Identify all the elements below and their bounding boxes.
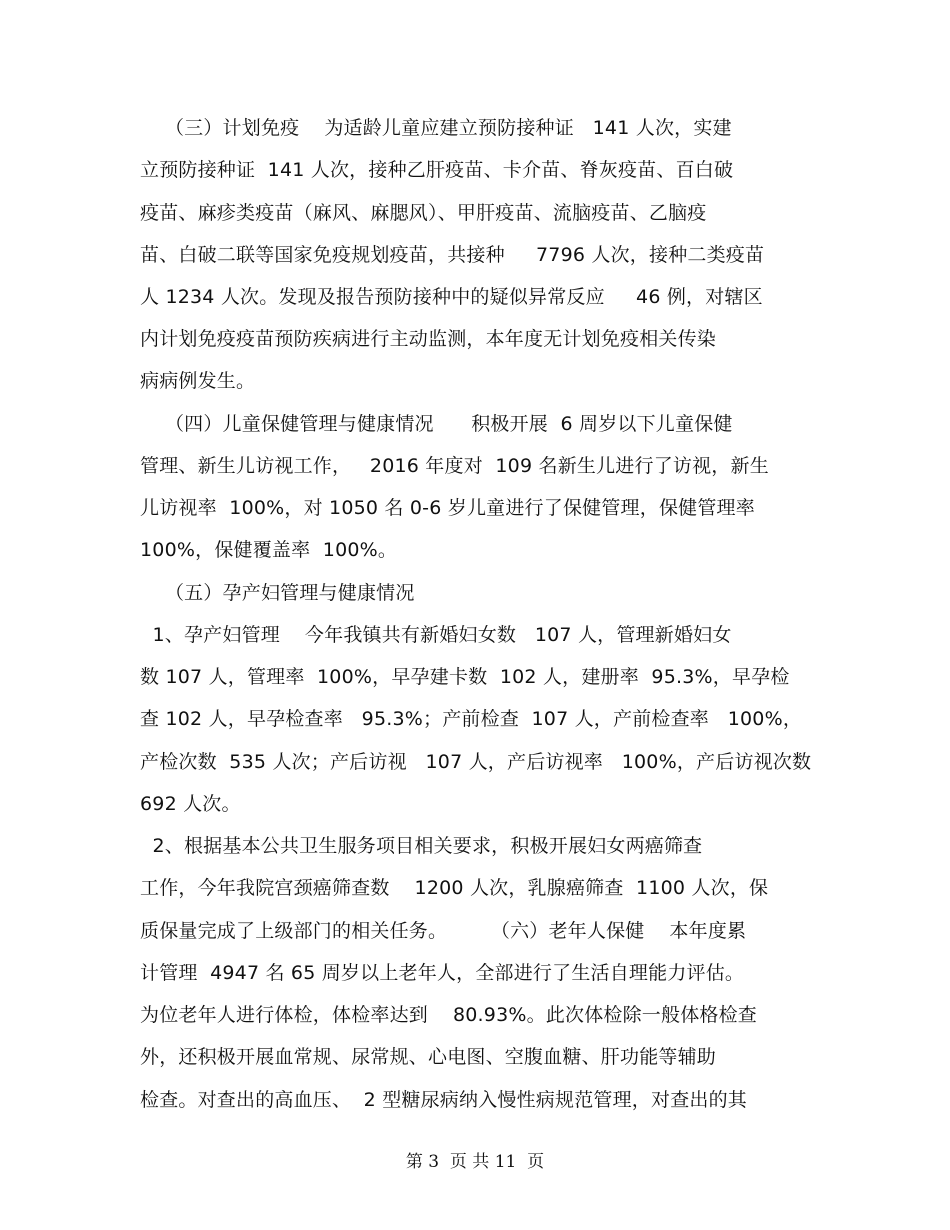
text-line: 检查。对查出的高血压、 2 型糖尿病纳入慢性病规范管理，对查出的其 bbox=[140, 1089, 748, 1111]
text-line: 2、根据基本公共卫生服务项目相关要求，积极开展妇女两癌筛查 bbox=[140, 835, 703, 857]
text-line: （四）儿童保健管理与健康情况 积极开展 6 周岁以下儿童保健 bbox=[140, 413, 733, 435]
text-line: 查 102 人，早孕检查率 95.3%；产前检查 107 人，产前检查率 100%， bbox=[140, 708, 803, 730]
text-line: 立预防接种证 141 人次，接种乙肝疫苗、卡介苗、脊灰疫苗、百白破 bbox=[140, 159, 734, 181]
text-line: 为位老年人进行体检，体检率达到 80.93%。此次体检除一般体格检查 bbox=[140, 1004, 758, 1026]
page-number-footer: 第 3 页 共 11 页 bbox=[405, 1152, 545, 1172]
text-line: 数 107 人，管理率 100%，早孕建卡数 102 人，建册率 95.3%，早孕检 bbox=[140, 666, 790, 688]
text-line: （三）计划免疫 为适龄儿童应建立预防接种证 141 人次，实建 bbox=[140, 117, 732, 139]
text-line: 1、孕产妇管理 今年我镇共有新婚妇女数 107 人，管理新婚妇女 bbox=[140, 624, 732, 646]
text-line: （五）孕产妇管理与健康情况 bbox=[140, 582, 415, 604]
text-line: 人 1234 人次。发现及报告预防接种中的疑似异常反应 46 例，对辖区 bbox=[140, 286, 763, 308]
text-line: 计管理 4947 名 65 周岁以上老年人，全部进行了生活自理能力评估。 bbox=[140, 962, 745, 984]
text-line: 692 人次。 bbox=[140, 793, 241, 815]
text-line: 100%，保健覆盖率 100%。 bbox=[140, 539, 398, 561]
text-line: 内计划免疫疫苗预防疾病进行主动监测，本年度无计划免疫相关传染 bbox=[140, 328, 717, 350]
text-line: 质保量完成了上级部门的相关任务。 （六）老年人保健 本年度累 bbox=[140, 920, 747, 942]
text-line: 病病例发生。 bbox=[140, 370, 256, 392]
text-line: 苗、白破二联等国家免疫规划疫苗，共接种 7796 人次，接种二类疫苗 bbox=[140, 244, 765, 266]
text-line: 疫苗、麻疹类疫苗（麻风、麻腮风）、甲肝疫苗、流脑疫苗、乙脑疫 bbox=[140, 202, 707, 224]
text-line: 工作，今年我院宫颈癌筛查数 1200 人次，乳腺癌筛查 1100 人次，保 bbox=[140, 877, 769, 899]
text-line: 儿访视率 100%，对 1050 名 0-6 岁儿童进行了保健管理，保健管理率 bbox=[140, 497, 755, 519]
text-line: 外，还积极开展血常规、尿常规、心电图、空腹血糖、肝功能等辅助 bbox=[140, 1046, 717, 1068]
text-line: 管理、新生儿访视工作， 2016 年度对 109 名新生儿进行了访视，新生 bbox=[140, 455, 769, 477]
text-line: 产检次数 535 人次；产后访视 107 人，产后访视率 100%，产后访视次数 bbox=[140, 751, 812, 773]
